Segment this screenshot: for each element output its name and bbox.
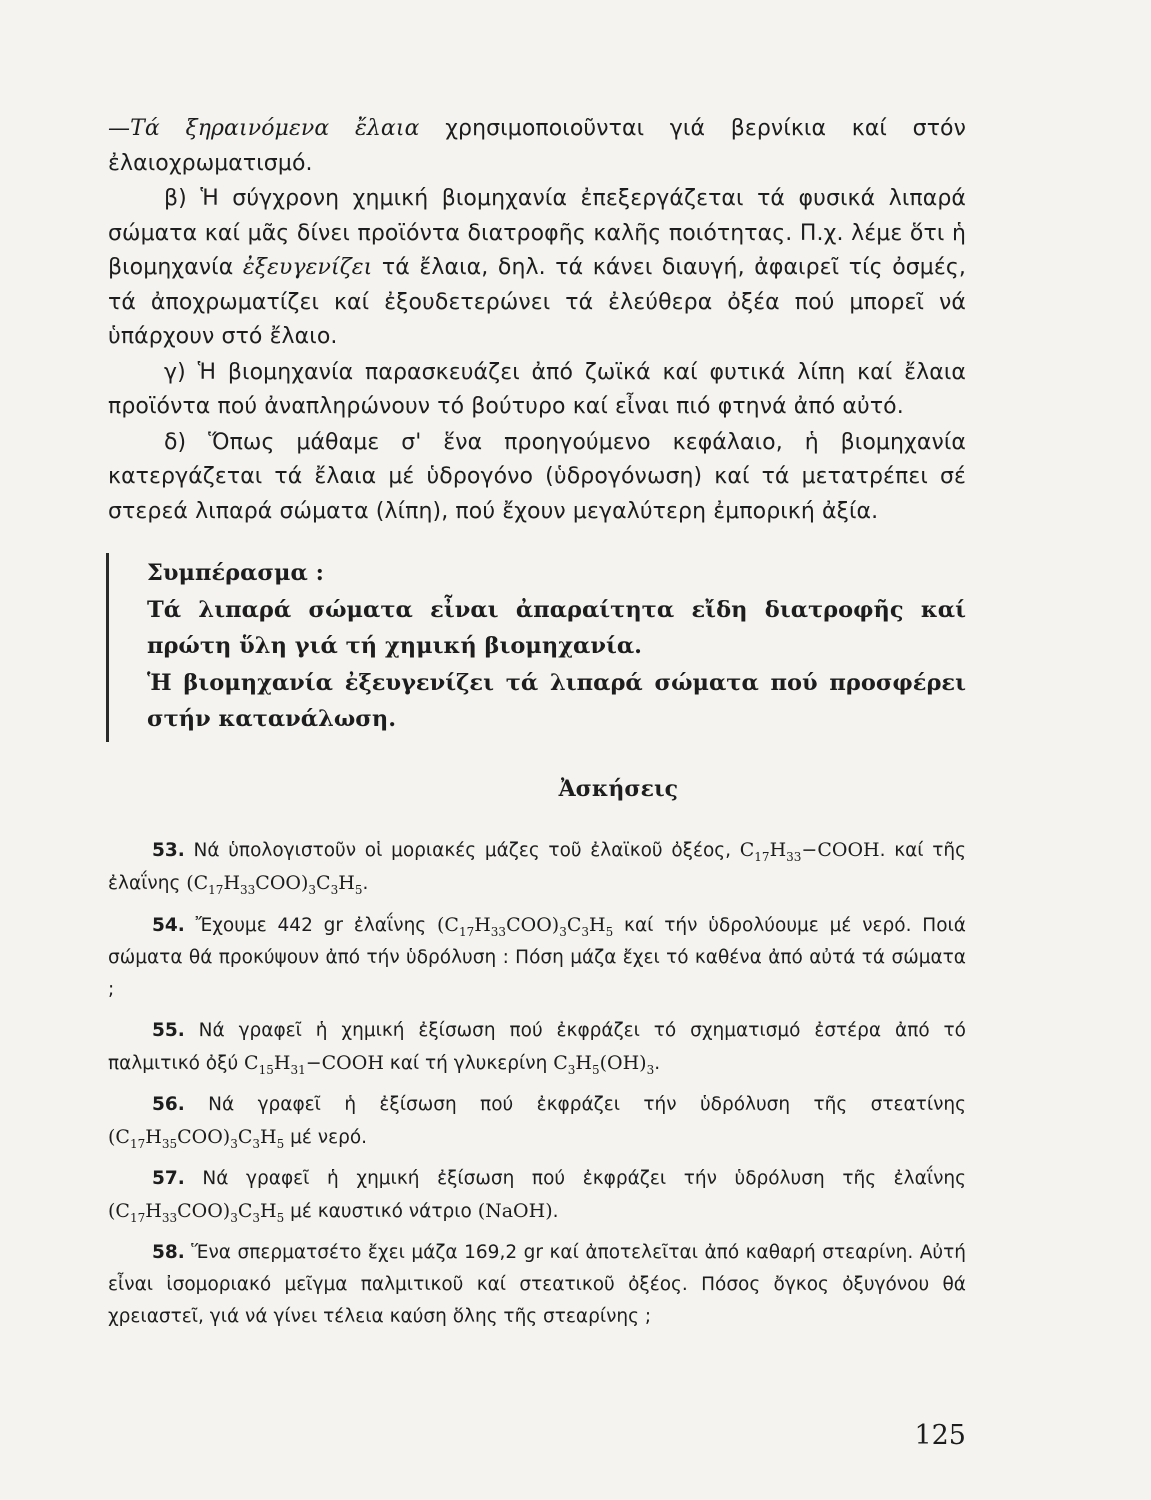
conclusion-line-2: Ἡ βιομηχανία ἐξευγενίζει τά λιπαρά σώματα πού προσφέρει στήν κατανάλωση. (147, 669, 966, 732)
exercise-text: καί τή γλυκερίνη (383, 1052, 554, 1074)
paragraph-b-text-a: β) Ἡ σύγχρονη χημική βιομηχανία ἐπεξεργάζεται τά φυσικά λιπαρά σώματα καί μᾶς δίνει προϊόντα διατροφῆς καλῆς ποιότητας. Π.χ. λέμε ὅτι ἡ βιομηχανία (108, 186, 966, 280)
formula-palmitic-acid: $C_{15}H_{31}-COOH$ (244, 1051, 384, 1077)
formula-olein: $(C_{17}H_{33}COO)_3C_3H_5$ (186, 871, 363, 897)
paragraph-drying-oils (108, 112, 966, 181)
page-number: 125 (914, 1420, 966, 1451)
exercise-text: Ἔχουμε 442 gr ἐλαΐνης (184, 914, 437, 936)
exercise-58 (108, 1237, 966, 1333)
conclusion-line-1: Τά λιπαρά σώματα εἶναι ἀπαραίτητα εἴδη διατροφῆς καί πρώτη ὕλη γιά τή χημική βιομηχανία. (147, 596, 966, 659)
formula-naoh: (NaOH) (477, 1199, 553, 1222)
exercises-heading: Ἀσκήσεις (558, 775, 678, 802)
exercise-53 (108, 834, 966, 900)
exercise-text: μέ νερό. (284, 1126, 368, 1148)
exercise-number: 58. (152, 1241, 185, 1263)
formula-olein: $(C_{17}H_{33}COO)_3C_3H_5$ (108, 1199, 285, 1225)
exercise-54 (108, 909, 966, 1006)
paragraph-c: γ) Ἡ βιομηχανία παρασκευάζει ἀπό ζωϊκά καί φυτικά λίπη καί ἔλαια προϊόντα πού ἀναπληρώνουν τό βούτυρο καί εἶναι πιό φτηνά ἀπό αὐτό. (108, 359, 966, 419)
exercise-57 (108, 1163, 966, 1228)
paragraph-d: δ) Ὅπως μάθαμε σ' ἕνα προηγούμενο κεφάλαιο, ἡ βιομηχανία κατεργάζεται τά ἔλαια μέ ὑδρογόνο (ὑδρογόνωση) καί τά μετατρέπει σέ στερεά λιπαρά σώματα (λίπη), πού ἔχουν μεγαλύτερη ἐμπορική ἀξία. (108, 429, 966, 524)
paragraph-b (108, 182, 966, 355)
exercise-56 (108, 1089, 966, 1154)
page-content (108, 112, 966, 1342)
exercise-text: Ἕνα σπερματσέτο ἔχει μάζα 169,2 gr καί ἀποτελεῖται ἀπό καθαρή στεαρίνη. Αὐτή εἶναι ἰσομοριακό μεῖγμα παλμιτικοῦ καί στεατικοῦ ὀξέος. Πόσος ὄγκος ὀξυγόνου θά χρειαστεῖ, γιά νά γίνει τέλεια καύση ὅλης τῆς στεαρίνης ; (108, 1241, 966, 1327)
conclusion-title: Συμπέρασμα : (147, 560, 324, 586)
exercise-text: Νά γραφεῖ ἡ χημική ἐξίσωση πού ἐκφράζει τήν ὑδρόλυση τῆς ἐλαΐνης (184, 1167, 966, 1189)
refines-term: ἐξευγενίζει (242, 255, 373, 280)
exercise-text: . καί τῆς ἐλαΐνης (108, 839, 966, 894)
formula-oleic-acid: $C_{17}H_{33}-COOH$ (739, 838, 880, 864)
drying-oils-term: —Τά ξηραινόμενα ἔλαια (108, 116, 420, 141)
exercise-number: 56. (152, 1093, 185, 1115)
exercise-text: μέ καυστικό νάτριο (284, 1200, 478, 1222)
exercise-text: . (552, 1200, 559, 1222)
exercise-number: 54. (152, 914, 185, 936)
exercise-text: Νά γραφεῖ ἡ χημική ἐξίσωση πού ἐκφράζει τό σχηματισμό ἐστέρα ἀπό τό παλμιτικό ὀξύ (108, 1019, 966, 1074)
formula-glycerin: $C_3H_5(OH)_3$ (553, 1051, 655, 1077)
exercise-text: Νά ὑπολογιστοῦν οἱ μοριακές μάζες τοῦ ἐλαϊκοῦ ὀξέος, (184, 839, 740, 861)
exercise-number: 53. (152, 839, 185, 861)
formula-olein: $(C_{17}H_{33}COO)_3C_3H_5$ (436, 913, 614, 939)
exercise-text: . (362, 872, 369, 894)
formula-stearin: $(C_{17}H_{35}COO)_3C_3H_5$ (108, 1125, 285, 1151)
drying-oils-text: χρησιμοποιοῦνται γιά βερνίκια καί στόν ἐλαιοχρωματισμό. (108, 116, 966, 176)
exercise-number: 55. (152, 1019, 185, 1041)
exercise-text: Νά γραφεῖ ἡ ἐξίσωση πού ἐκφράζει τήν ὑδρόλυση τῆς στεατίνης (184, 1093, 966, 1115)
exercise-55 (108, 1015, 966, 1080)
paragraph-b-text-b: τά ἔλαια, δηλ. τά κάνει διαυγή, ἀφαιρεῖ τίς ὀσμές, τά ἀποχρωματίζει καί ἐξουδετερώνει τά ἐλεύθερα ὀξέα πού μπορεῖ νά ὑπάρχουν στό ἔλαιο. (108, 255, 966, 349)
conclusion-box (106, 553, 966, 742)
exercise-number: 57. (152, 1167, 185, 1189)
exercise-text: . (654, 1052, 661, 1074)
exercise-text: καί τήν ὑδρολύουμε μέ νερό. Ποιά σώματα θά προκύψουν ἀπό τήν ὑδρόλυση : Πόση μάζα ἔχει τό καθένα ἀπό αὐτά τά σώματα ; (108, 914, 966, 1000)
